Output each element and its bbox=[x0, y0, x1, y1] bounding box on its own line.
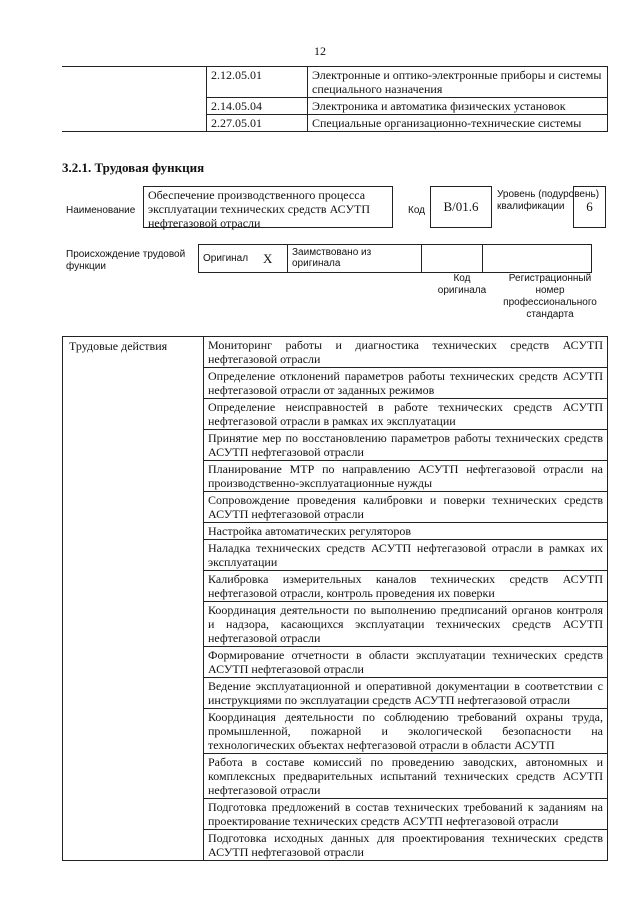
name-cell: Специальные организационно-технические системы bbox=[308, 115, 608, 132]
labor-action: Калибровка измерительных каналов технических средств АСУТП нефтегазовой отрасли, контроль проведения их поверки bbox=[204, 571, 608, 602]
labor-action: Определение отклонений параметров работы технических средств АСУТП нефтегазовой отрасли от заданных режимов bbox=[204, 368, 608, 399]
table-row bbox=[63, 337, 608, 368]
page-number: 12 bbox=[314, 44, 326, 58]
labor-action: Координация деятельности по соблюдению требований охраны труда, промышленной, пожарной и экологической безопасности на технологических объектах нефтегазовой отрасли в области АСУТП bbox=[204, 709, 608, 754]
code-cell: 2.12.05.01 bbox=[207, 67, 308, 98]
original-label: Оригинал bbox=[199, 245, 260, 273]
labor-action: Работа в составе комиссий по проведению заводских, автономных и комплексных предварительных испытаний технических средств АСУТП нефтегазовой отрасли bbox=[204, 754, 608, 799]
level-label: Уровень (подуровень) квалификации bbox=[497, 189, 600, 212]
function-code-box: B/01.6 bbox=[430, 186, 492, 228]
labor-action: Настройка автоматических регуляторов bbox=[204, 523, 608, 540]
code-original-cell bbox=[422, 245, 483, 273]
original-mark: X bbox=[259, 245, 288, 273]
origin-label: Происхождение трудовой функции bbox=[66, 249, 186, 272]
specialty-codes-table bbox=[62, 66, 608, 132]
code-cell: 2.27.05.01 bbox=[207, 115, 308, 132]
section-title: 3.2.1. Трудовая функция bbox=[62, 160, 205, 175]
labor-action: Принятие мер по восстановлению параметров работы технических средств АСУТП нефтегазовой отрасли bbox=[204, 430, 608, 461]
code-original-label: Код оригинала bbox=[437, 273, 487, 296]
code-label: Код bbox=[408, 205, 426, 216]
labor-action: Мониторинг работы и диагностика технических средств АСУТП нефтегазовой отрасли bbox=[204, 337, 608, 368]
qualification-level-box: 6 bbox=[573, 186, 606, 228]
labor-action: Определение неисправностей в работе технических средств АСУТП нефтегазовой отрасли в рамках их эксплуатации bbox=[204, 399, 608, 430]
reg-number-cell bbox=[483, 245, 592, 273]
borrowed-label: Заимствовано из оригинала bbox=[288, 245, 422, 273]
labor-action: Наладка технических средств АСУТП нефтегазовой отрасли в рамках их эксплуатации bbox=[204, 540, 608, 571]
labor-action: Планирование МТР по направлению АСУТП нефтегазовой отрасли на производственно-эксплуатационные нужды bbox=[204, 461, 608, 492]
name-cell: Электронные и оптико-электронные приборы и системы специального назначения bbox=[308, 67, 608, 98]
labor-actions-table bbox=[62, 336, 608, 861]
labor-action: Сопровождение проведения калибровки и поверки технических средств АСУТП нефтегазовой отрасли bbox=[204, 492, 608, 523]
origin-table bbox=[198, 244, 592, 273]
table-row bbox=[62, 67, 608, 98]
name-cell: Электроника и автоматика физических установок bbox=[308, 98, 608, 115]
code-cell: 2.14.05.04 bbox=[207, 98, 308, 115]
labor-action: Координация деятельности по выполнению предписаний органов контроля и надзора, касающихся эксплуатации технических средств АСУТП нефтегазовой отрасли bbox=[204, 602, 608, 647]
blank-cell bbox=[62, 67, 207, 132]
reg-number-label: Регистрационный номер профессионального стандарта bbox=[503, 273, 597, 320]
function-name-box: Обеспечение производственного процесса эксплуатации технических средств АСУТП нефтегазовой отрасли bbox=[143, 186, 393, 228]
labor-actions-label: Трудовые действия bbox=[63, 337, 204, 861]
table-row bbox=[199, 245, 592, 273]
labor-action: Подготовка предложений в состав технических требований к заданиям на проектирование технических средств АСУТП нефтегазовой отрасли bbox=[204, 799, 608, 830]
labor-action: Ведение эксплуатационной и оперативной документации в соответствии с инструкциями по эксплуатации средств АСУТП нефтегазовой отрасли bbox=[204, 678, 608, 709]
labor-action: Формирование отчетности в области эксплуатации технических средств АСУТП нефтегазовой отрасли bbox=[204, 647, 608, 678]
labor-action: Подготовка исходных данных для проектирования технических средств АСУТП нефтегазовой отрасли bbox=[204, 830, 608, 861]
name-label: Наименование bbox=[66, 205, 136, 216]
